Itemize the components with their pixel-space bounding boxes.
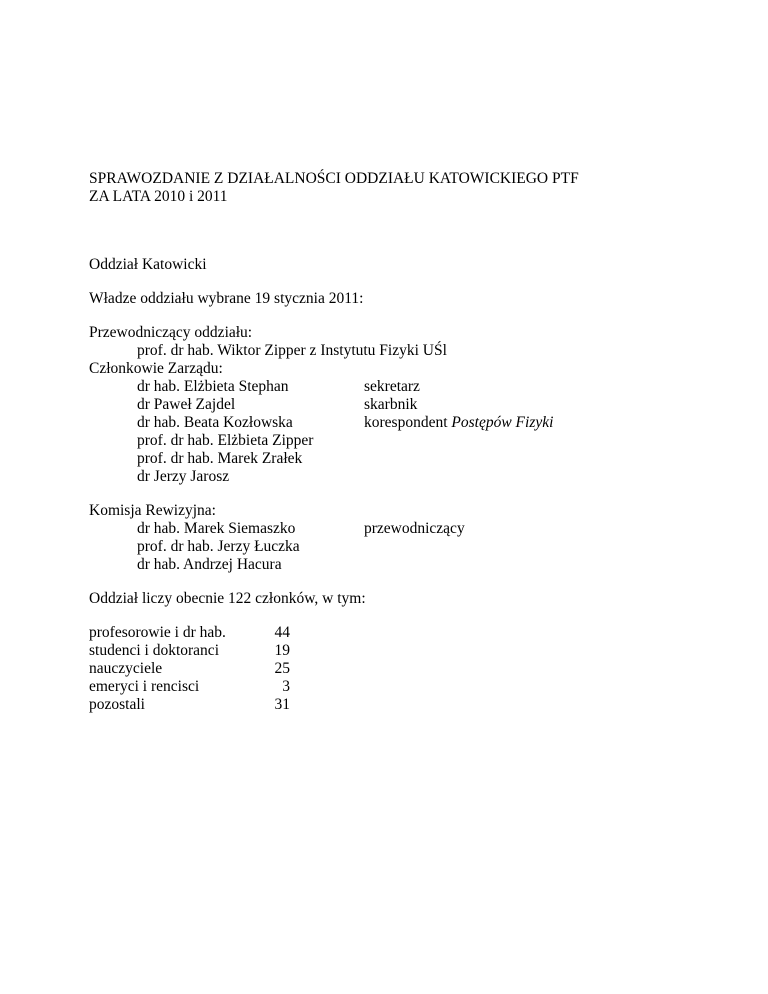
membership-label: pozostali (89, 696, 145, 713)
board-member-name: prof. dr hab. Marek Zrałek (137, 450, 303, 467)
membership-intro: Oddział liczy obecnie 122 członków, w tym: (89, 590, 366, 607)
membership-label: profesorowie i dr hab. (89, 624, 226, 641)
board-member-name: dr Paweł Zajdel (137, 396, 236, 413)
membership-count: 25 (274, 660, 290, 677)
audit-member-name: prof. dr hab. Jerzy Łuczka (137, 538, 300, 555)
branch-name: Oddział Katowicki (89, 256, 207, 273)
journal-title: Postępów Fizyki (451, 414, 554, 431)
membership-label: nauczyciele (89, 660, 163, 677)
board-heading: Członkowie Zarządu: (89, 360, 223, 377)
membership-label: emeryci i rencisci (89, 678, 200, 695)
membership-count: 19 (274, 642, 290, 659)
board-member-name: dr hab. Elżbieta Stephan (137, 378, 289, 395)
board-member-role-line (364, 414, 553, 432)
board-member-name: prof. dr hab. Elżbieta Zipper (137, 432, 314, 449)
report-title-line-2: ZA LATA 2010 i 2011 (89, 188, 228, 205)
audit-member-role: przewodniczący (364, 520, 465, 537)
chair-name: prof. dr hab. Wiktor Zipper z Instytutu Fizyki UŚl (137, 342, 447, 359)
board-member-name: dr hab. Beata Kozłowska (137, 414, 293, 431)
board-member-role: korespondent (364, 414, 448, 431)
membership-count: 3 (282, 678, 290, 695)
audit-member-name: dr hab. Andrzej Hacura (137, 556, 282, 573)
audit-heading: Komisja Rewizyjna: (89, 502, 216, 519)
membership-count: 44 (274, 624, 290, 641)
chair-heading: Przewodniczący oddziału: (89, 324, 253, 341)
membership-label: studenci i doktoranci (89, 642, 219, 659)
board-member-role: skarbnik (364, 396, 418, 413)
membership-count: 31 (274, 696, 290, 713)
board-member-name: dr Jerzy Jarosz (137, 468, 230, 485)
audit-member-name: dr hab. Marek Siemaszko (137, 520, 296, 537)
report-title-line-1: SPRAWOZDANIE Z DZIAŁALNOŚCI ODDZIAŁU KATOWICKIEGO PTF (89, 170, 579, 187)
authorities-intro: Władze oddziału wybrane 19 stycznia 2011: (89, 290, 364, 307)
board-member-role: sekretarz (364, 378, 420, 395)
